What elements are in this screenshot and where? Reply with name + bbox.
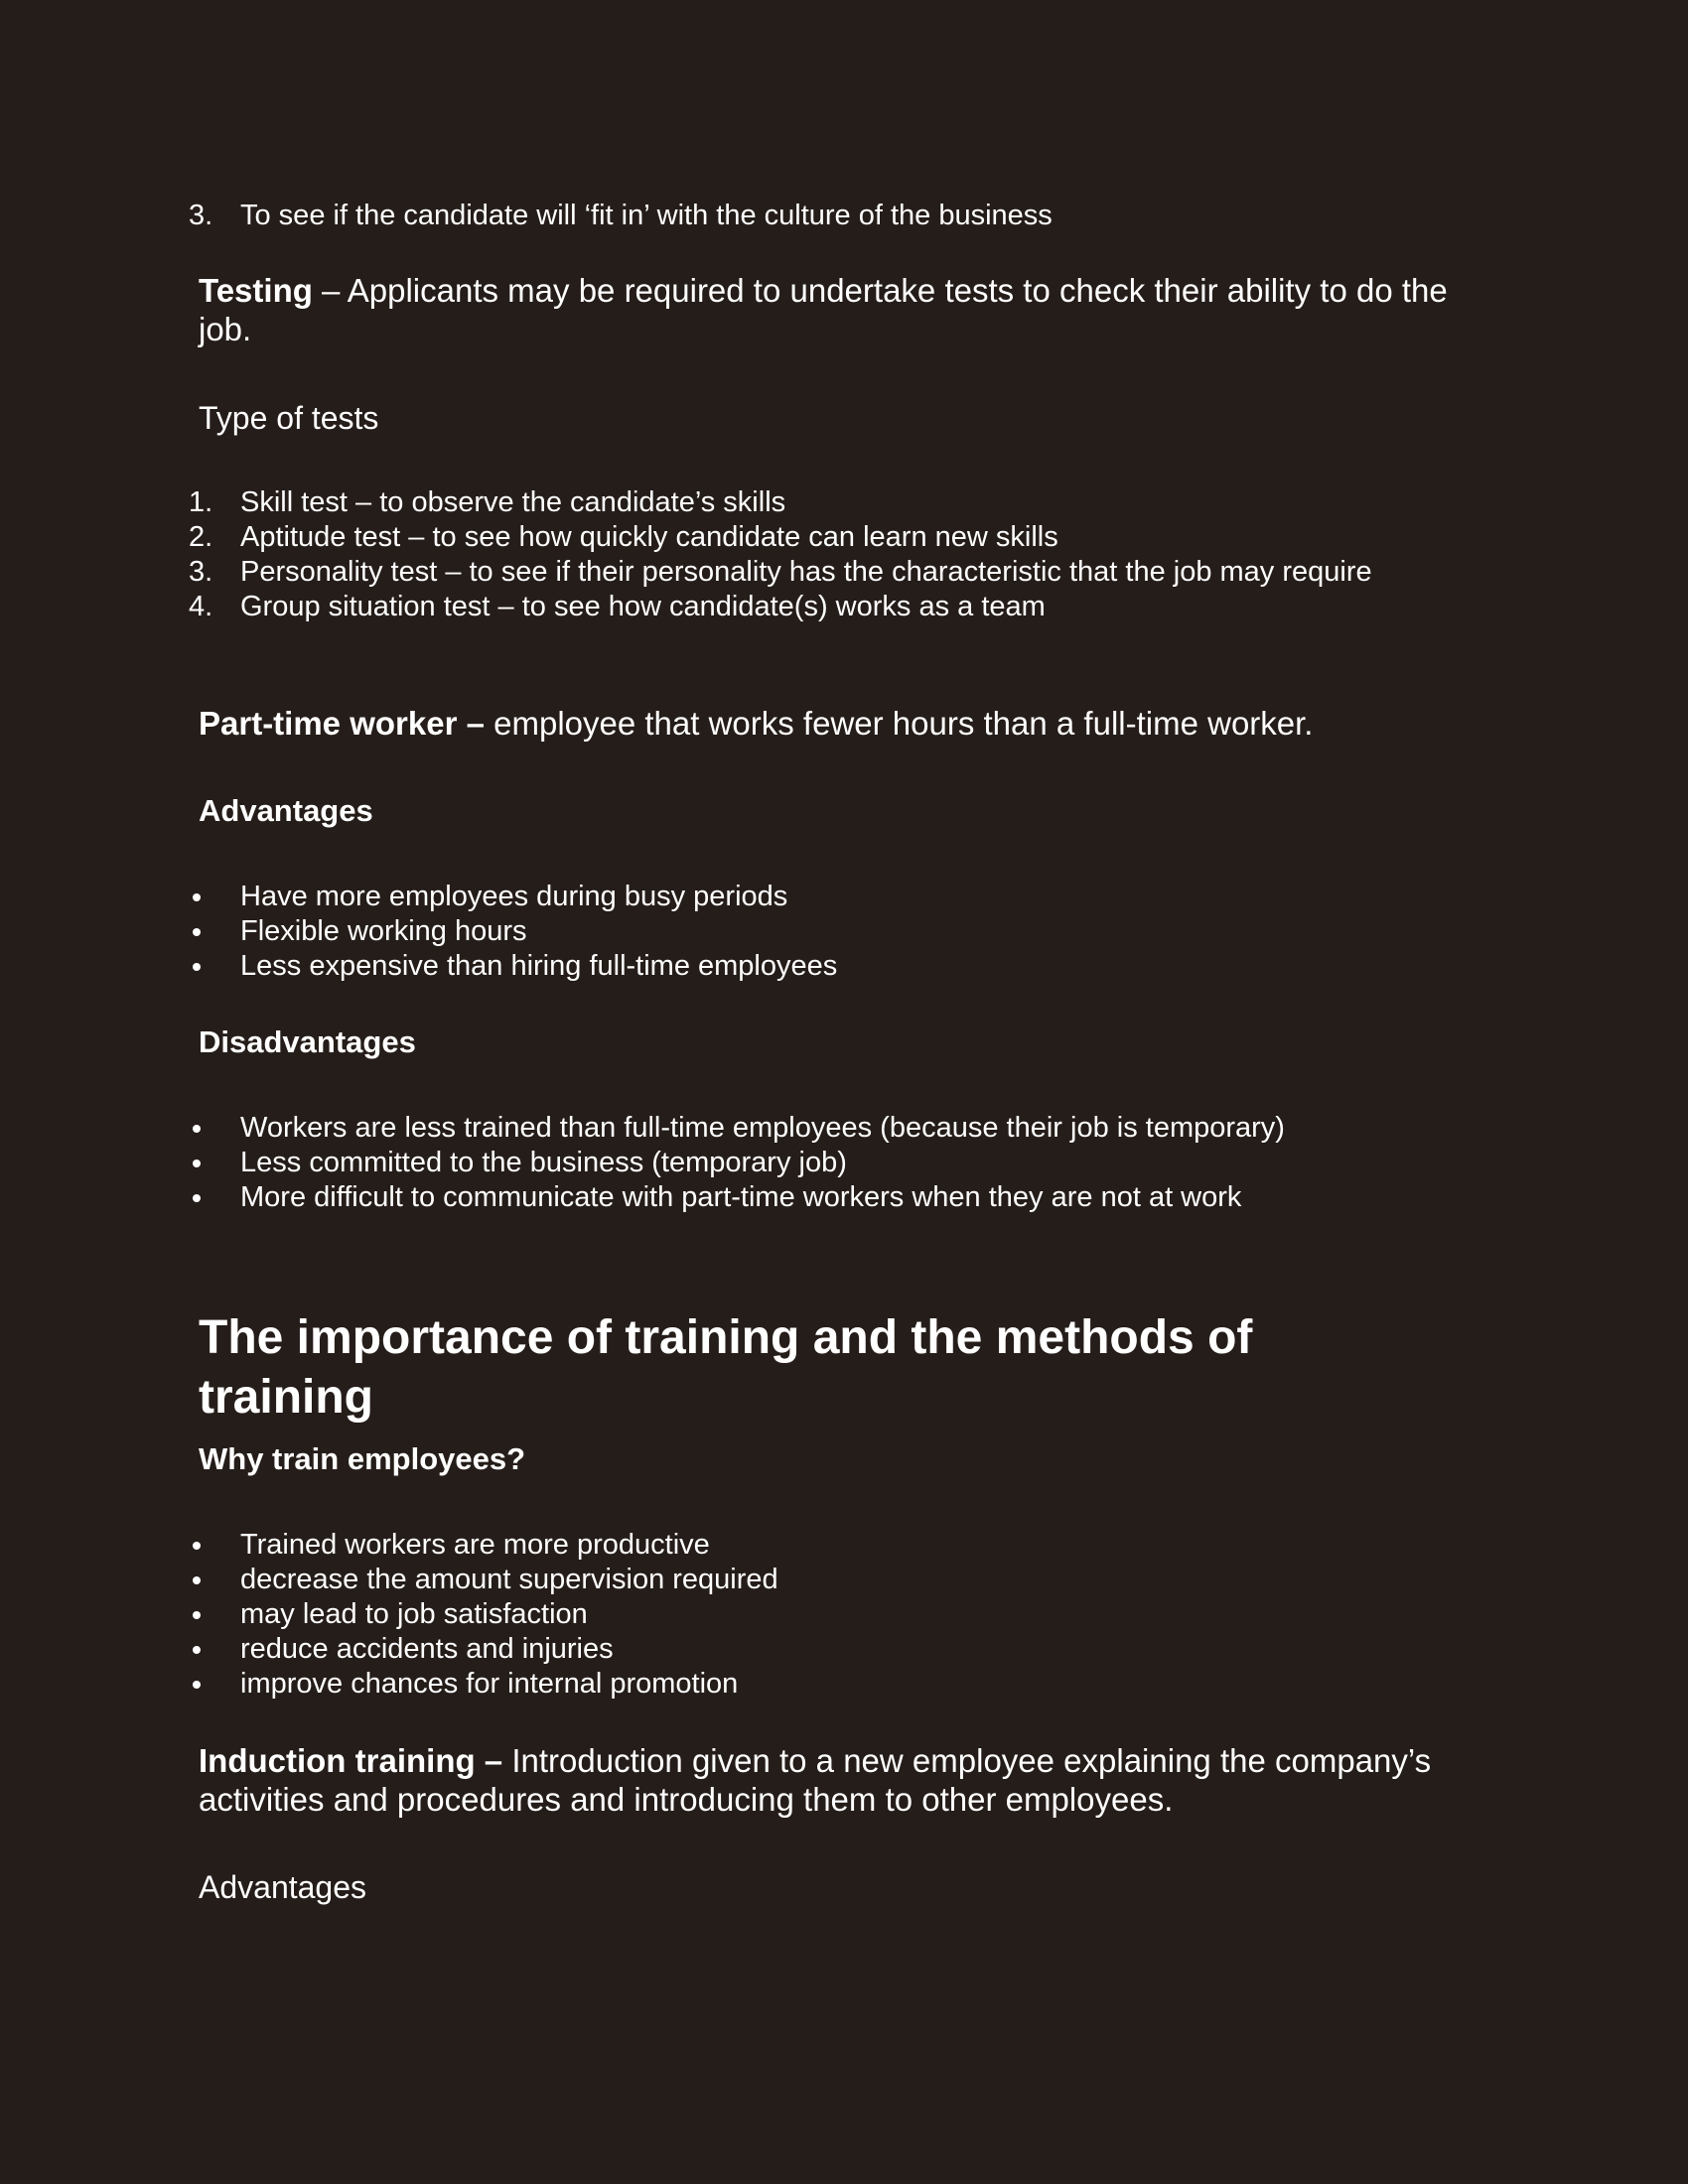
bullet-icon	[193, 1194, 201, 1202]
bullet-icon	[193, 1611, 201, 1619]
bullet-icon	[193, 1576, 201, 1584]
induction-training-definition	[199, 1741, 1489, 1819]
tests-heading: Type of tests	[199, 400, 379, 436]
disadvantage-item: More difficult to communicate with part-time workers when they are not at work	[240, 1181, 1242, 1213]
bullet-icon	[193, 1160, 201, 1167]
advantage-item: Less expensive than hiring full-time employees	[240, 950, 838, 982]
bullet-icon	[193, 928, 201, 936]
intro-item-text: To see if the candidate will ‘fit in’ with the culture of the business	[240, 200, 1053, 231]
reason-item: may lead to job satisfaction	[240, 1598, 588, 1630]
test-item-number: 4.	[189, 591, 213, 622]
induction-training-definition-text: Introduction given to a new employee explaining the company’s activities and procedures and introducing them to other employees.	[199, 1742, 1432, 1818]
test-item-number: 1.	[189, 486, 213, 518]
reason-item: Trained workers are more productive	[240, 1529, 710, 1561]
bullet-icon	[193, 893, 201, 901]
testing-definition-text: – Applicants may be required to undertake tests to check their ability to do the job.	[199, 272, 1448, 347]
intro-item-number: 3.	[189, 200, 213, 231]
test-item-text: Skill test – to observe the candidate’s skills	[240, 486, 786, 518]
bullet-icon	[193, 1681, 201, 1689]
test-item-text: Aptitude test – to see how quickly candidate can learn new skills	[240, 521, 1058, 553]
advantage-item: Flexible working hours	[240, 915, 527, 947]
bullet-icon	[193, 1125, 201, 1133]
part-time-advantages-heading: Advantages	[199, 793, 373, 828]
training-section-title: The importance of training and the methods of training	[199, 1311, 1253, 1424]
reason-item: improve chances for internal promotion	[240, 1668, 739, 1700]
testing-term: Testing	[199, 272, 313, 309]
test-item-number: 2.	[189, 521, 213, 553]
part-time-disadvantages-heading: Disadvantages	[199, 1024, 416, 1059]
part-time-term: Part-time worker –	[199, 705, 485, 742]
disadvantage-item: Workers are less trained than full-time employees (because their job is temporary)	[240, 1112, 1285, 1144]
test-item-text: Personality test – to see if their personality has the characteristic that the job may require	[240, 556, 1372, 588]
disadvantage-item: Less committed to the business (temporary job)	[240, 1147, 847, 1178]
advantage-item: Have more employees during busy periods	[240, 881, 788, 912]
why-train-heading: Why train employees?	[199, 1441, 526, 1476]
induction-advantages-heading: Advantages	[199, 1869, 367, 1905]
reason-item: reduce accidents and injuries	[240, 1633, 614, 1665]
bullet-icon	[193, 1542, 201, 1550]
reason-item: decrease the amount supervision required	[240, 1564, 778, 1595]
test-item-text: Group situation test – to see how candidate(s) works as a team	[240, 591, 1046, 622]
bullet-icon	[193, 963, 201, 971]
induction-training-term: Induction training –	[199, 1742, 503, 1779]
bullet-icon	[193, 1646, 201, 1654]
part-time-definition-text: employee that works fewer hours than a full-time worker.	[484, 705, 1314, 742]
testing-definition	[199, 271, 1489, 348]
test-item-number: 3.	[189, 556, 213, 588]
part-time-definition	[199, 704, 1489, 743]
